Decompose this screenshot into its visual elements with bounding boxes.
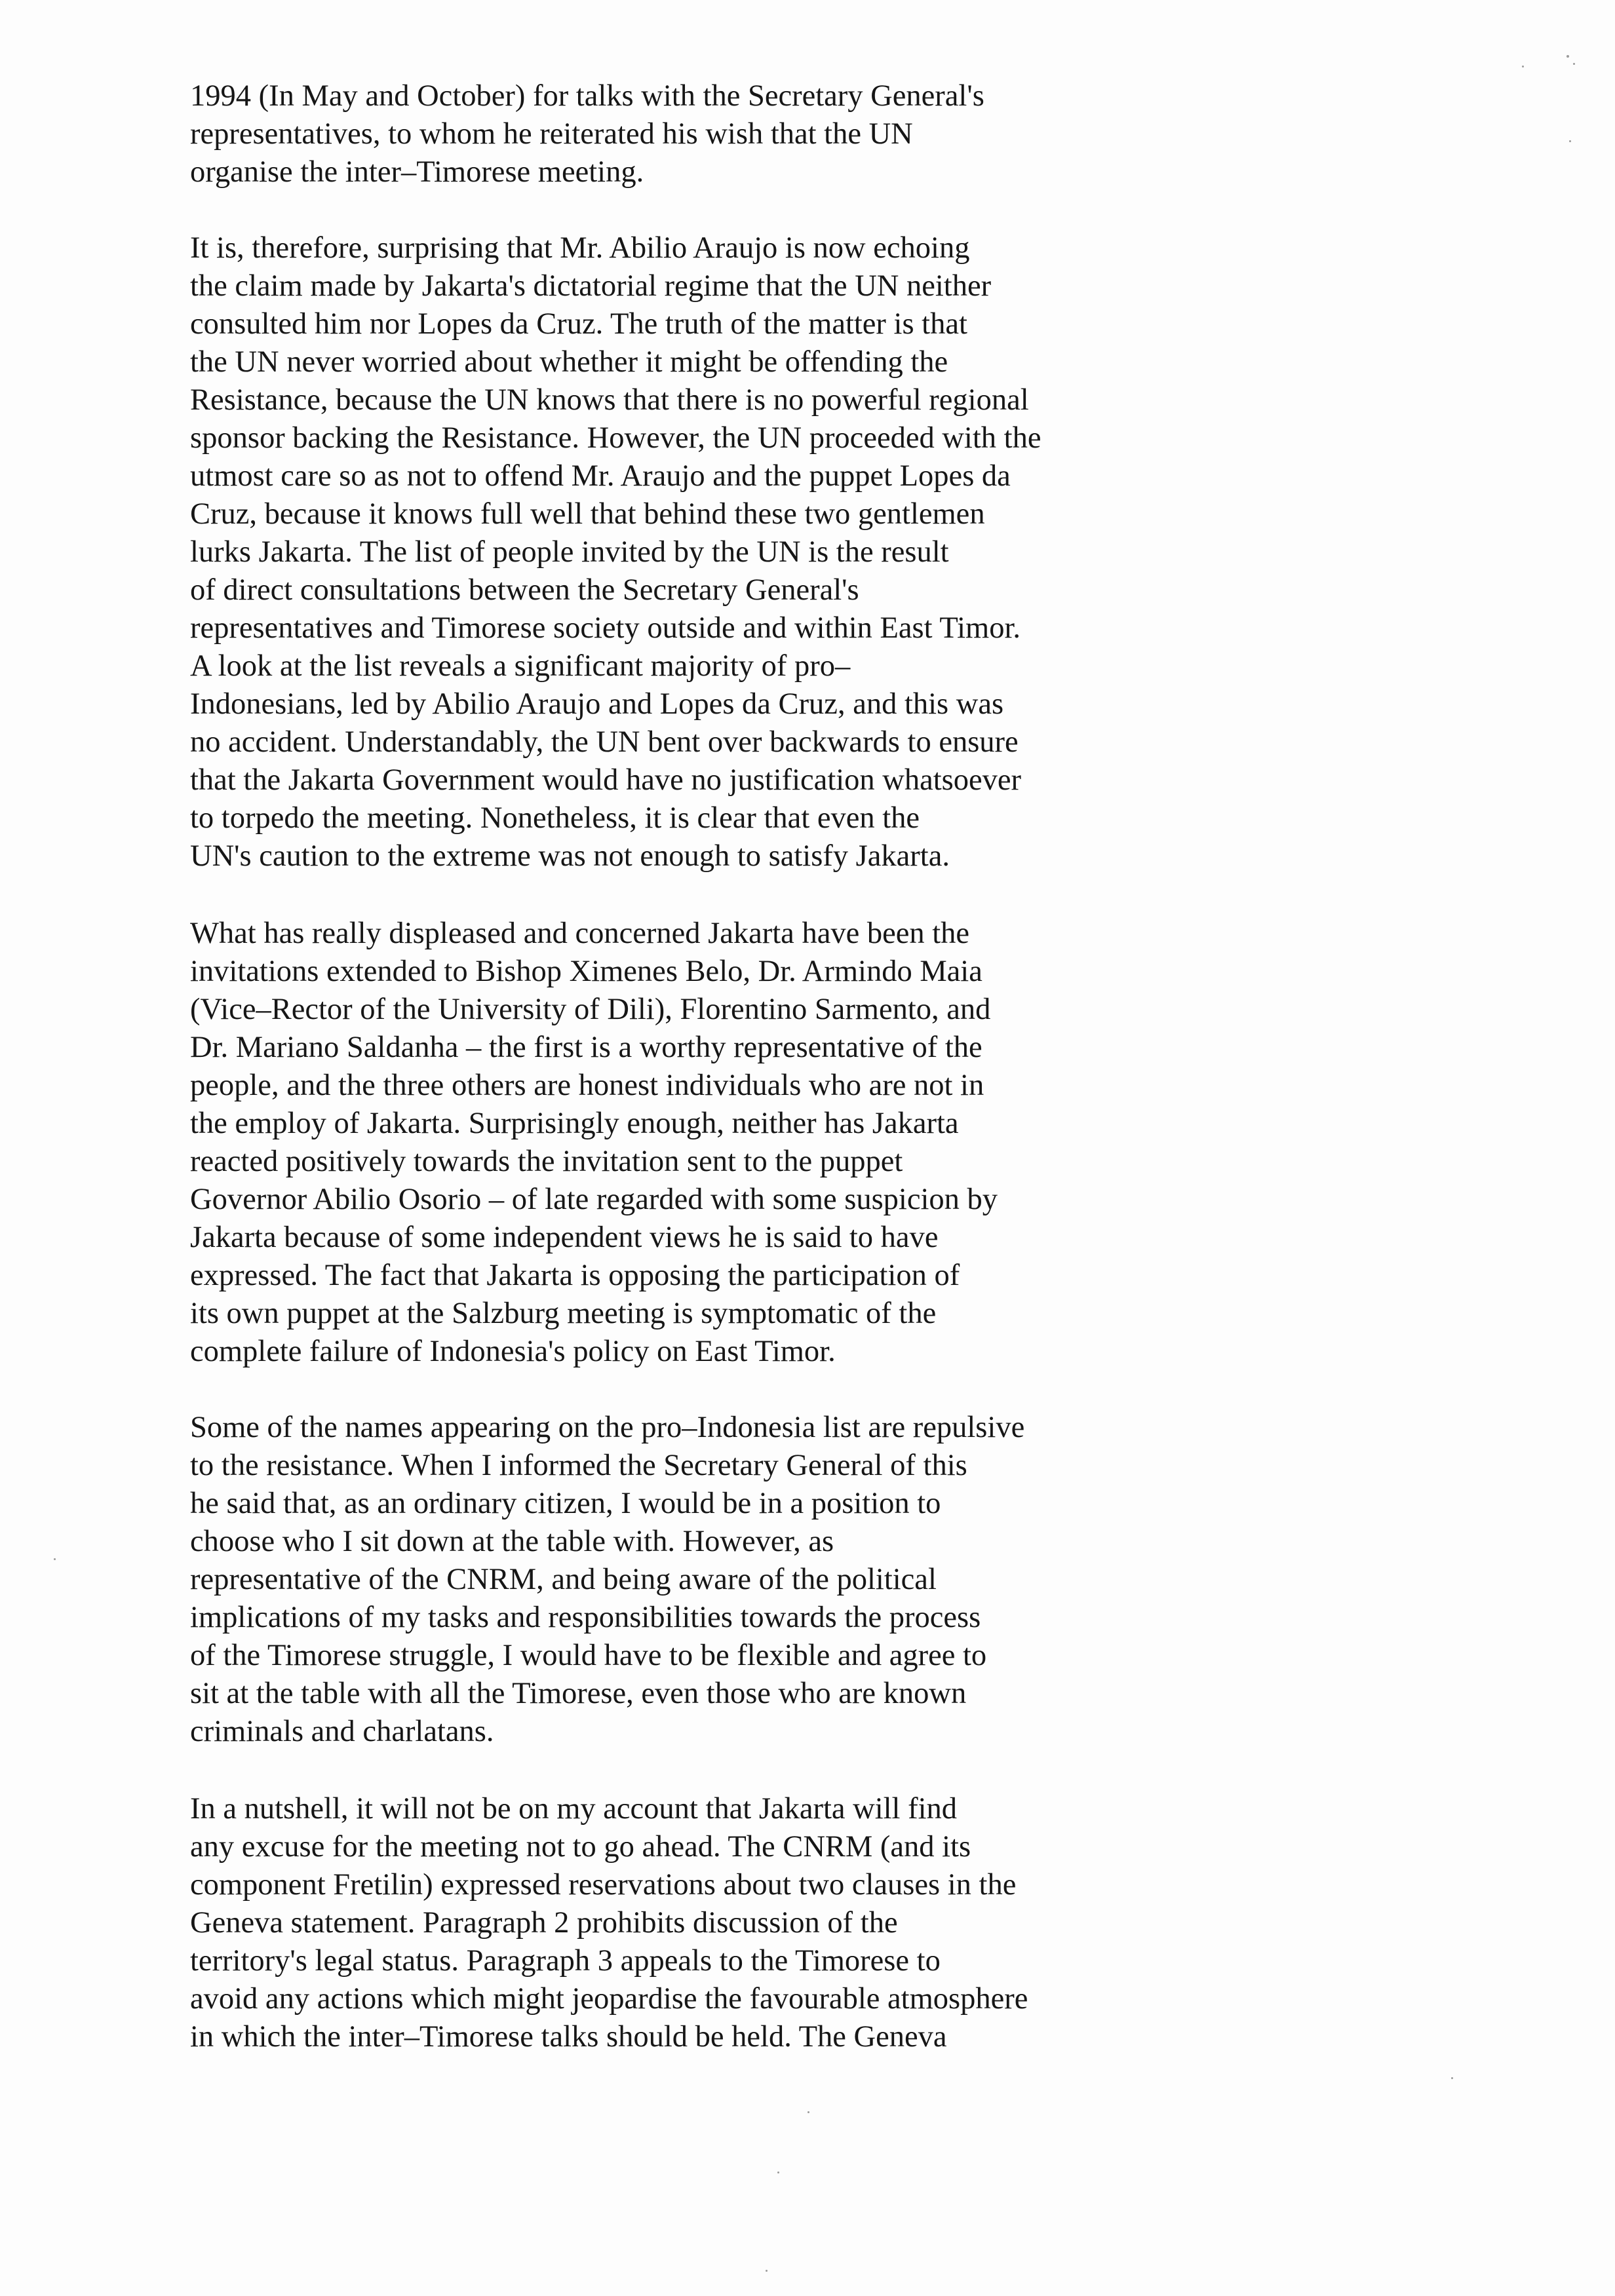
text-line: the employ of Jakarta. Surprisingly enough, neither has Jakarta [190, 1107, 959, 1140]
text-line: expressed. The fact that Jakarta is opposing the participation of [190, 1259, 960, 1292]
text-line: In a nutshell, it will not be on my account that Jakarta will find [190, 1792, 957, 1826]
text-line: reacted positively towards the invitation sent to the puppet [190, 1145, 903, 1178]
scan-speck [777, 2172, 779, 2173]
text-line: choose who I sit down at the table with. However, as [190, 1525, 834, 1558]
text-line: utmost care so as not to offend Mr. Araujo and the puppet Lopes da [190, 459, 1011, 493]
text-line: representative of the CNRM, and being aware of the political [190, 1563, 937, 1596]
text-line: that the Jakarta Government would have no justification whatsoever [190, 763, 1022, 797]
text-line: It is, therefore, surprising that Mr. Abilio Araujo is now echoing [190, 231, 970, 265]
text-line: Some of the names appearing on the pro–Indonesia list are repulsive [190, 1411, 1025, 1444]
text-line: to the resistance. When I informed the Secretary General of this [190, 1449, 967, 1482]
text-line: (Vice–Rector of the University of Dili), Florentino Sarmento, and [190, 993, 991, 1026]
text-line: any excuse for the meeting not to go ahead. The CNRM (and its [190, 1830, 971, 1864]
text-line: the UN never worried about whether it might be offending the [190, 345, 948, 379]
text-line: to torpedo the meeting. Nonetheless, it is clear that even the [190, 801, 920, 835]
text-line: Cruz, because it knows full well that behind these two gentlemen [190, 497, 985, 531]
text-line: lurks Jakarta. The list of people invited by the UN is the result [190, 535, 949, 569]
scan-speck [1566, 55, 1569, 58]
text-line: its own puppet at the Salzburg meeting is symptomatic of the [190, 1297, 937, 1330]
text-line: criminals and charlatans. [190, 1715, 494, 1748]
scan-speck [1573, 63, 1575, 65]
text-line: invitations extended to Bishop Ximenes Belo, Dr. Armindo Maia [190, 955, 983, 988]
text-line: representatives and Timorese society outside and within East Timor. [190, 611, 1021, 645]
text-line: sit at the table with all the Timorese, even those who are known [190, 1677, 967, 1710]
scan-speck [808, 2111, 809, 2113]
text-line: sponsor backing the Resistance. However, the UN proceeded with the [190, 421, 1041, 455]
text-line: What has really displeased and concerned Jakarta have been the [190, 917, 970, 950]
text-line: in which the inter–Timorese talks should be held. The Geneva [190, 2020, 947, 2054]
text-line: avoid any actions which might jeopardise the favourable atmosphere [190, 1982, 1028, 2016]
scan-speck [1522, 66, 1524, 67]
text-line: Dr. Mariano Saldanha – the first is a worthy representative of the [190, 1031, 983, 1064]
text-line: consulted him nor Lopes da Cruz. The truth of the matter is that [190, 307, 967, 341]
text-line: the claim made by Jakarta's dictatorial regime that the UN neither [190, 269, 992, 303]
text-line: Indonesians, led by Abilio Araujo and Lopes da Cruz, and this was [190, 687, 1004, 721]
text-line: 1994 (In May and October) for talks with the Secretary General's [190, 79, 984, 113]
text-line: no accident. Understandably, the UN bent over backwards to ensure [190, 725, 1019, 759]
text-line: representatives, to whom he reiterated his wish that the UN [190, 117, 913, 151]
text-line: UN's caution to the extreme was not enough to satisfy Jakarta. [190, 839, 950, 873]
text-line: implications of my tasks and responsibilities towards the process [190, 1601, 981, 1634]
text-line: organise the inter–Timorese meeting. [190, 155, 644, 189]
scan-speck [54, 1558, 56, 1560]
text-line: he said that, as an ordinary citizen, I would be in a position to [190, 1487, 941, 1520]
text-line: component Fretilin) expressed reservations about two clauses in the [190, 1868, 1017, 1902]
text-line: complete failure of Indonesia's policy on East Timor. [190, 1335, 836, 1368]
text-line: A look at the list reveals a significant majority of pro– [190, 649, 851, 683]
text-line: territory's legal status. Paragraph 3 appeals to the Timorese to [190, 1944, 941, 1978]
text-line: of direct consultations between the Secretary General's [190, 573, 859, 607]
text-line: Governor Abilio Osorio – of late regarded with some suspicion by [190, 1183, 998, 1216]
text-line: Resistance, because the UN knows that there is no powerful regional [190, 383, 1029, 417]
text-line: Jakarta because of some independent views he is said to have [190, 1221, 939, 1254]
scan-speck [1569, 140, 1571, 142]
text-line: people, and the three others are honest individuals who are not in [190, 1069, 984, 1102]
text-line: of the Timorese struggle, I would have to be flexible and agree to [190, 1639, 987, 1672]
scan-speck [1451, 2077, 1453, 2079]
text-line: Geneva statement. Paragraph 2 prohibits discussion of the [190, 1906, 898, 1940]
scan-speck [766, 2270, 768, 2272]
